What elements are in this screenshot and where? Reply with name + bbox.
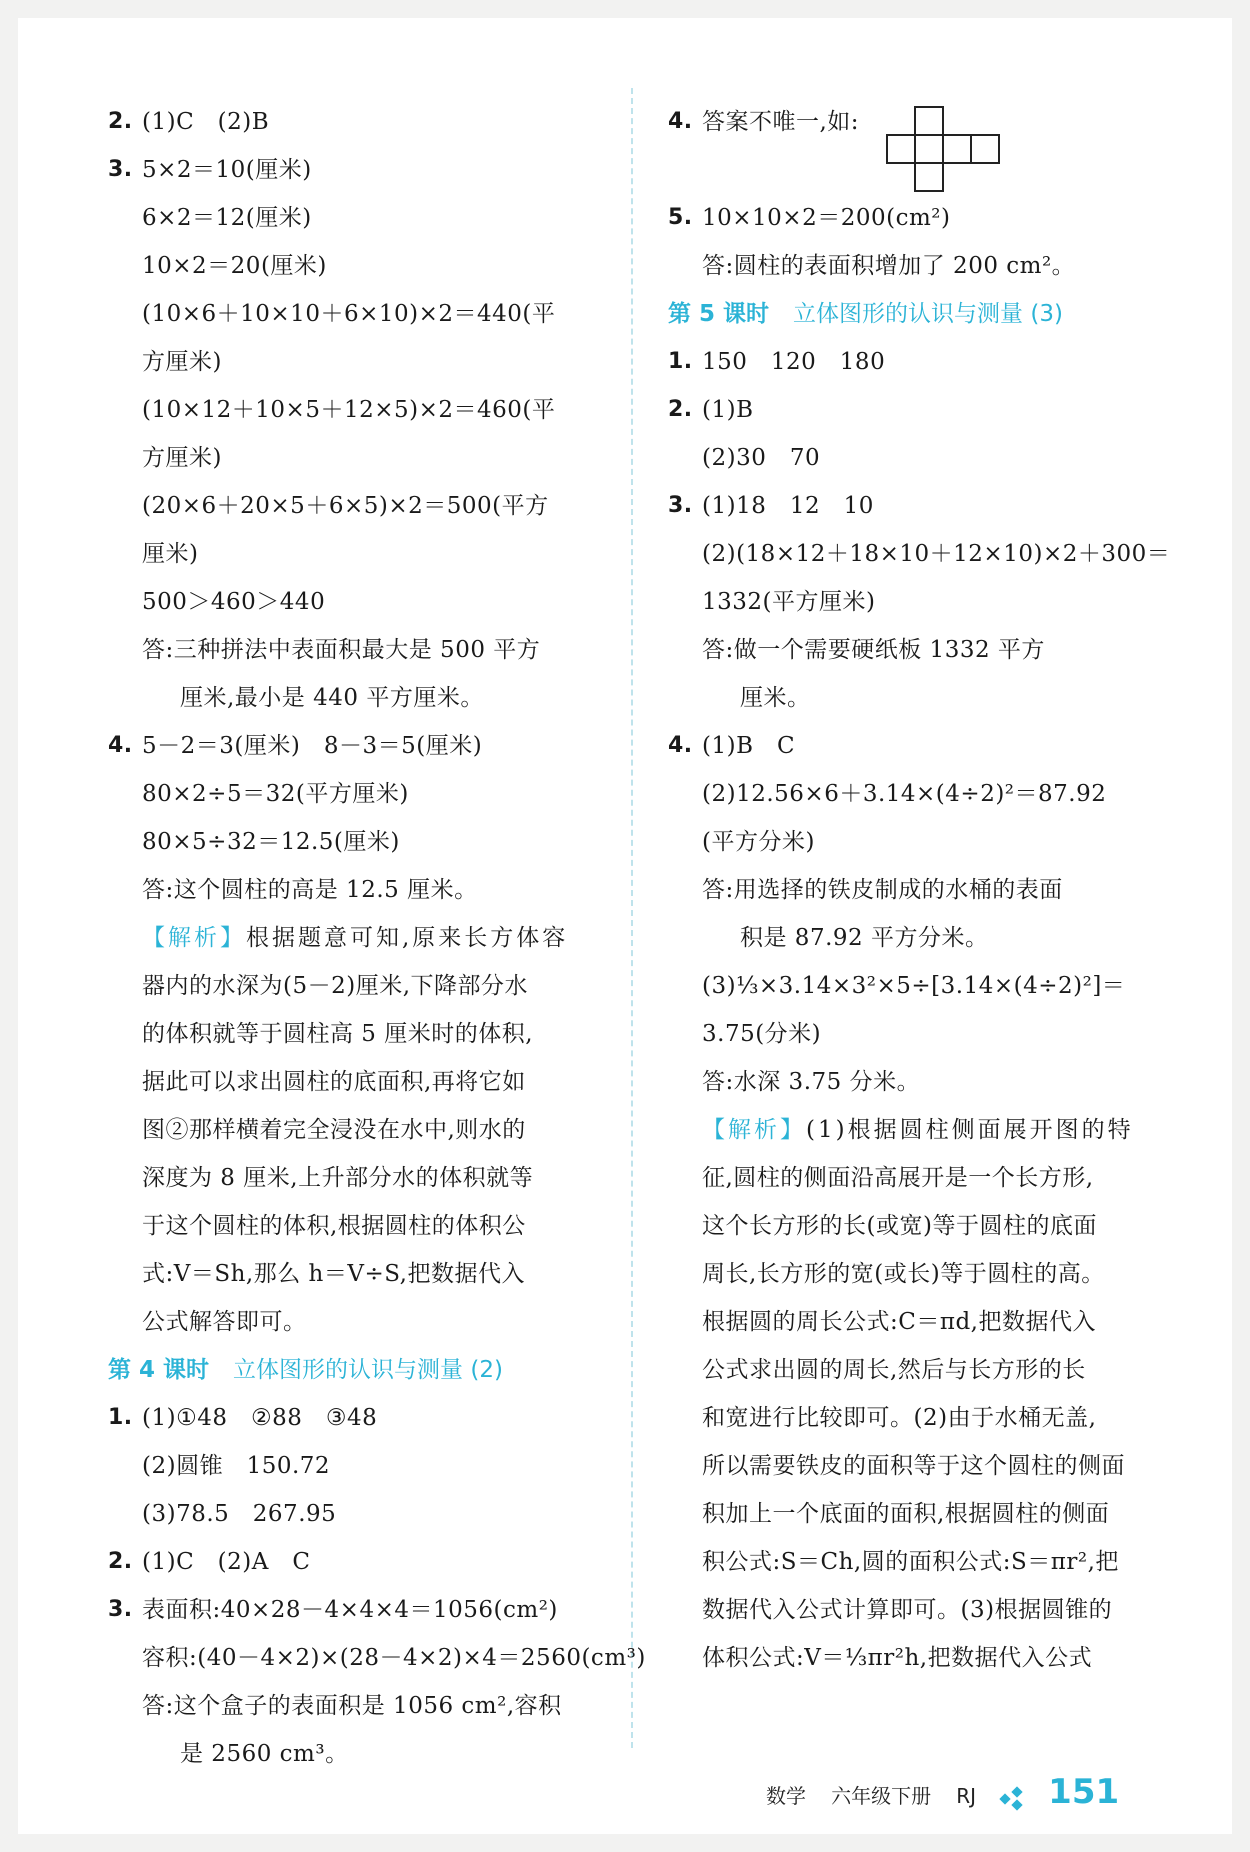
answer-content: 积是 87.92 平方分米。 — [740, 925, 989, 951]
answer-text — [740, 674, 811, 722]
answer-text — [142, 722, 482, 770]
lesson-title: 立体图形的认识与测量 (2) — [233, 1357, 503, 1383]
answer-content: 3.75(分米) — [702, 1021, 822, 1047]
cube-net-diagram — [886, 106, 1016, 208]
answer-content: 答:三种拼法中表面积最大是 500 平方 — [142, 637, 541, 663]
answer-text — [142, 962, 528, 1010]
lesson-number: 第 4 课时 — [108, 1357, 210, 1383]
answer-line — [108, 1634, 646, 1682]
answer-content: (1)C (2)A C — [142, 1549, 311, 1575]
answer-text — [702, 1058, 920, 1106]
answer-text — [142, 98, 269, 146]
answer-line — [108, 338, 628, 386]
answer-content: 答:做一个需要硬纸板 1332 平方 — [702, 637, 1045, 663]
answer-line — [108, 1682, 628, 1730]
answer-line — [108, 1490, 628, 1538]
answer-text — [702, 770, 1106, 818]
answer-page — [18, 18, 1232, 1834]
answer-line — [108, 290, 628, 338]
answer-content: 答案不唯一,如: — [702, 109, 860, 135]
question-number: 3. — [108, 1597, 133, 1622]
answer-text — [180, 1730, 349, 1778]
answer-line — [108, 1442, 628, 1490]
answer-text — [702, 1346, 1086, 1394]
analysis-tag: 【解析】 — [702, 1117, 806, 1143]
answer-line — [668, 1202, 1178, 1250]
answer-content: 10×10×2＝200(cm²) — [702, 205, 951, 231]
answer-text — [702, 1154, 1094, 1202]
answer-text — [702, 482, 874, 530]
answer-line — [668, 1394, 1178, 1442]
answer-text — [142, 194, 312, 242]
answer-line — [668, 338, 1178, 386]
answer-text — [142, 866, 478, 914]
answer-text — [702, 530, 1170, 578]
answer-content: (1)18 12 10 — [702, 493, 874, 519]
answer-content: 厘米。 — [740, 685, 811, 711]
answer-text — [142, 626, 540, 674]
answer-content: 数据代入公式计算即可。(3)根据圆锥的 — [702, 1597, 1113, 1623]
footer-subject: 数学 — [766, 1784, 806, 1808]
answer-content: 10×2＝20(厘米) — [142, 253, 327, 279]
net-square — [886, 134, 916, 164]
answer-content: 厘米,最小是 440 平方厘米。 — [180, 685, 484, 711]
net-square — [914, 106, 944, 136]
answer-content: (平方分米) — [702, 829, 815, 855]
answer-text — [142, 1682, 562, 1730]
question-number: 2. — [108, 109, 133, 134]
answer-line — [668, 818, 1178, 866]
answer-text — [142, 1010, 533, 1058]
answer-content: (3)⅓×3.14×3²×5÷[3.14×(4÷2)²]＝ — [702, 973, 1126, 999]
answer-line — [668, 1586, 1178, 1634]
answer-text — [702, 1298, 1096, 1346]
diamond-icon — [1001, 1788, 1023, 1810]
answer-text — [142, 1202, 526, 1250]
answer-line — [108, 674, 628, 722]
question-number: 5. — [668, 205, 693, 230]
answer-text — [702, 98, 859, 146]
answer-text — [142, 482, 549, 530]
column-divider — [631, 88, 633, 1748]
answer-line — [668, 1106, 1178, 1154]
answer-line — [668, 674, 1178, 722]
answer-content: (3)78.5 267.95 — [142, 1501, 337, 1527]
answer-text — [702, 578, 875, 626]
answer-content: 体积公式:V＝⅓πr²h,把数据代入公式 — [702, 1645, 1093, 1671]
footer-grade: 六年级下册 — [831, 1784, 932, 1808]
answer-content: (1)B C — [702, 733, 796, 759]
answer-text — [142, 530, 198, 578]
right-answer-block-2 — [668, 338, 1178, 1682]
answer-line — [108, 1250, 628, 1298]
answer-content: 答:这个圆柱的高是 12.5 厘米。 — [142, 877, 478, 903]
answer-content: 1332(平方厘米) — [702, 589, 876, 615]
answer-content: (2)(18×12＋18×10＋12×10)×2＋300＝ — [702, 541, 1171, 567]
answer-text — [142, 1490, 336, 1538]
answer-text — [142, 242, 327, 290]
answer-text — [142, 1250, 525, 1298]
lesson-heading-4 — [108, 1346, 628, 1394]
answer-content: 是 2560 cm³。 — [180, 1741, 349, 1767]
question-number: 4. — [108, 733, 133, 758]
question-number: 4. — [668, 109, 693, 134]
answer-text — [142, 338, 222, 386]
answer-line — [108, 98, 628, 146]
answer-text — [702, 962, 1125, 1010]
question-number: 2. — [108, 1549, 133, 1574]
answer-line — [108, 1298, 628, 1346]
answer-text — [142, 434, 222, 482]
answer-content: 方厘米) — [142, 445, 222, 471]
answer-line — [108, 1730, 628, 1778]
answer-content: 和宽进行比较即可。(2)由于水桶无盖, — [702, 1405, 1097, 1431]
answer-line — [108, 530, 628, 578]
page-number: 151 — [1048, 1772, 1120, 1812]
answer-content: 积公式:S＝Ch,圆的面积公式:S＝πr²,把 — [702, 1549, 1119, 1575]
question-number: 1. — [108, 1405, 133, 1430]
net-square — [942, 134, 972, 164]
answer-line — [108, 386, 628, 434]
answer-content: (1)根据圆柱侧面展开图的特 — [806, 1117, 1134, 1143]
answer-content: 500＞460＞440 — [142, 589, 326, 615]
right-column — [668, 98, 1178, 1682]
footer-edition: RJ — [956, 1784, 976, 1808]
answer-content: 表面积:40×28－4×4×4＝1056(cm²) — [142, 1597, 558, 1623]
answer-line — [668, 914, 1178, 962]
answer-line — [668, 242, 1178, 290]
answer-text — [142, 770, 409, 818]
answer-text — [702, 866, 1063, 914]
answer-content: 根据题意可知,原来长方体容 — [246, 925, 569, 951]
answer-line — [668, 1490, 1178, 1538]
answer-line — [668, 1538, 1178, 1586]
answer-text — [180, 674, 484, 722]
answer-line — [668, 482, 1178, 530]
question-number: 3. — [108, 157, 133, 182]
answer-line — [108, 242, 628, 290]
answer-line — [668, 866, 1178, 914]
answer-text — [702, 338, 885, 386]
answer-content: 式:V＝Sh,那么 h＝V÷S,把数据代入 — [142, 1261, 525, 1287]
question-number: 4. — [668, 733, 693, 758]
answer-content: 方厘米) — [142, 349, 222, 375]
answer-text — [142, 386, 555, 434]
answer-line — [108, 962, 628, 1010]
answer-content: 容积:(40－4×2)×(28－4×2)×4＝2560(cm³) — [142, 1645, 646, 1671]
answer-content: 图②那样横着完全浸没在水中,则水的 — [142, 1117, 526, 1143]
answer-content: 答:圆柱的表面积增加了 200 cm²。 — [702, 253, 1076, 279]
analysis-tag: 【解析】 — [142, 925, 246, 951]
answer-content: 5×2＝10(厘米) — [142, 157, 312, 183]
answer-text — [702, 386, 753, 434]
answer-text — [702, 626, 1045, 674]
answer-line — [668, 1634, 1178, 1682]
answer-text — [702, 818, 815, 866]
question-number: 3. — [668, 493, 693, 518]
answer-line — [108, 1010, 628, 1058]
answer-content: 这个长方形的长(或宽)等于圆柱的底面 — [702, 1213, 1097, 1239]
answer-content: (1)C (2)B — [142, 109, 270, 135]
lesson-title: 立体图形的认识与测量 (3) — [793, 301, 1063, 327]
answer-content: (2)圆锥 150.72 — [142, 1453, 331, 1479]
answer-line — [668, 578, 1178, 626]
answer-line — [668, 1346, 1178, 1394]
answer-content: 征,圆柱的侧面沿高展开是一个长方形, — [702, 1165, 1094, 1191]
answer-content: (10×6＋10×10＋6×10)×2＝440(平 — [142, 301, 556, 327]
answer-text — [702, 1538, 1119, 1586]
answer-line — [668, 962, 1178, 1010]
answer-content: 根据圆的周长公式:C＝πd,把数据代入 — [702, 1309, 1096, 1335]
answer-content: 厘米) — [142, 541, 199, 567]
answer-text — [702, 1586, 1112, 1634]
answer-line — [108, 1202, 628, 1250]
answer-text — [142, 914, 568, 962]
answer-text — [740, 914, 988, 962]
answer-content: 深度为 8 厘米,上升部分水的体积就等 — [142, 1165, 534, 1191]
answer-content: 80×2÷5＝32(平方厘米) — [142, 781, 409, 807]
answer-text — [142, 1058, 526, 1106]
answer-content: 器内的水深为(5－2)厘米,下降部分水 — [142, 973, 529, 999]
answer-content: (2)30 70 — [702, 445, 821, 471]
answer-line — [668, 1250, 1178, 1298]
answer-text — [142, 1298, 307, 1346]
answer-text — [142, 1586, 558, 1634]
answer-line — [108, 1538, 628, 1586]
answer-text — [142, 1634, 646, 1682]
answer-content: (20×6＋20×5＋6×5)×2＝500(平方 — [142, 493, 549, 519]
answer-content: 公式求出圆的周长,然后与长方形的长 — [702, 1357, 1086, 1383]
answer-line — [108, 482, 628, 530]
answer-text — [702, 1442, 1125, 1490]
answer-content: 公式解答即可。 — [142, 1309, 307, 1335]
net-square — [970, 134, 1000, 164]
lesson-number: 第 5 课时 — [668, 301, 770, 327]
answer-text — [702, 1010, 821, 1058]
answer-text — [142, 290, 555, 338]
answer-line — [668, 1442, 1178, 1490]
net-square — [914, 134, 944, 164]
answer-line — [108, 1106, 628, 1154]
answer-text — [142, 1394, 377, 1442]
answer-line — [108, 194, 628, 242]
answer-text — [702, 1202, 1097, 1250]
answer-text — [142, 1154, 533, 1202]
answer-text — [702, 1106, 1134, 1154]
answer-text — [702, 434, 820, 482]
answer-line — [668, 434, 1178, 482]
answer-content: (1)①48 ②88 ③48 — [142, 1405, 378, 1431]
answer-text — [702, 1634, 1092, 1682]
answer-line — [108, 146, 628, 194]
answer-line — [108, 1058, 628, 1106]
answer-content: 答:用选择的铁皮制成的水桶的表面 — [702, 877, 1063, 903]
answer-text — [142, 1106, 526, 1154]
left-answer-block-2 — [108, 1394, 646, 1778]
answer-content: 于这个圆柱的体积,根据圆柱的体积公 — [142, 1213, 526, 1239]
answer-content: 的体积就等于圆柱高 5 厘米时的体积, — [142, 1021, 534, 1047]
answer-text — [142, 146, 312, 194]
answer-line — [668, 530, 1178, 578]
answer-line — [668, 770, 1178, 818]
answer-line — [668, 1010, 1178, 1058]
answer-text — [702, 722, 795, 770]
answer-line — [668, 626, 1178, 674]
answer-text — [142, 1442, 330, 1490]
answer-content: 5－2＝3(厘米) 8－3＝5(厘米) — [142, 733, 483, 759]
answer-content: 答:水深 3.75 分米。 — [702, 1069, 921, 1095]
answer-line — [668, 1298, 1178, 1346]
answer-line — [668, 1058, 1178, 1106]
answer-content: (1)B — [702, 397, 754, 423]
answer-content: (10×12＋10×5＋12×5)×2＝460(平 — [142, 397, 556, 423]
right-answer-block — [668, 98, 1178, 290]
lesson-heading-5 — [668, 290, 1178, 338]
answer-line — [108, 1154, 628, 1202]
answer-line — [108, 722, 628, 770]
answer-line — [108, 818, 628, 866]
answer-line — [108, 770, 628, 818]
answer-content: (2)12.56×6＋3.14×(4÷2)²＝87.92 — [702, 781, 1107, 807]
answer-content: 周长,长方形的宽(或长)等于圆柱的高。 — [702, 1261, 1105, 1287]
net-square — [914, 162, 944, 192]
answer-line — [108, 1394, 628, 1442]
page-footer — [766, 1770, 1119, 1814]
question-number: 2. — [668, 397, 693, 422]
answer-content: 150 120 180 — [702, 349, 886, 375]
answer-line — [108, 1586, 628, 1634]
answer-line — [668, 386, 1178, 434]
question-number: 1. — [668, 349, 693, 374]
answer-line — [668, 1154, 1178, 1202]
answer-line — [108, 626, 628, 674]
answer-text — [702, 1394, 1096, 1442]
left-answer-block — [108, 98, 628, 1346]
answer-text — [702, 242, 1075, 290]
answer-content: 6×2＝12(厘米) — [142, 205, 312, 231]
left-column — [108, 98, 646, 1778]
answer-line — [108, 914, 628, 962]
answer-text — [142, 1538, 310, 1586]
answer-content: 所以需要铁皮的面积等于这个圆柱的侧面 — [702, 1453, 1125, 1479]
answer-text — [142, 578, 325, 626]
answer-line — [668, 722, 1178, 770]
answer-line — [108, 434, 628, 482]
answer-text — [702, 1490, 1109, 1538]
answer-content: 80×5÷32＝12.5(厘米) — [142, 829, 400, 855]
answer-text — [142, 818, 400, 866]
answer-text — [702, 1250, 1105, 1298]
answer-content: 据此可以求出圆柱的底面积,再将它如 — [142, 1069, 526, 1095]
answer-line — [108, 866, 628, 914]
answer-content: 积加上一个底面的面积,根据圆柱的侧面 — [702, 1501, 1110, 1527]
answer-line — [108, 578, 628, 626]
answer-content: 答:这个盒子的表面积是 1056 cm²,容积 — [142, 1693, 562, 1719]
